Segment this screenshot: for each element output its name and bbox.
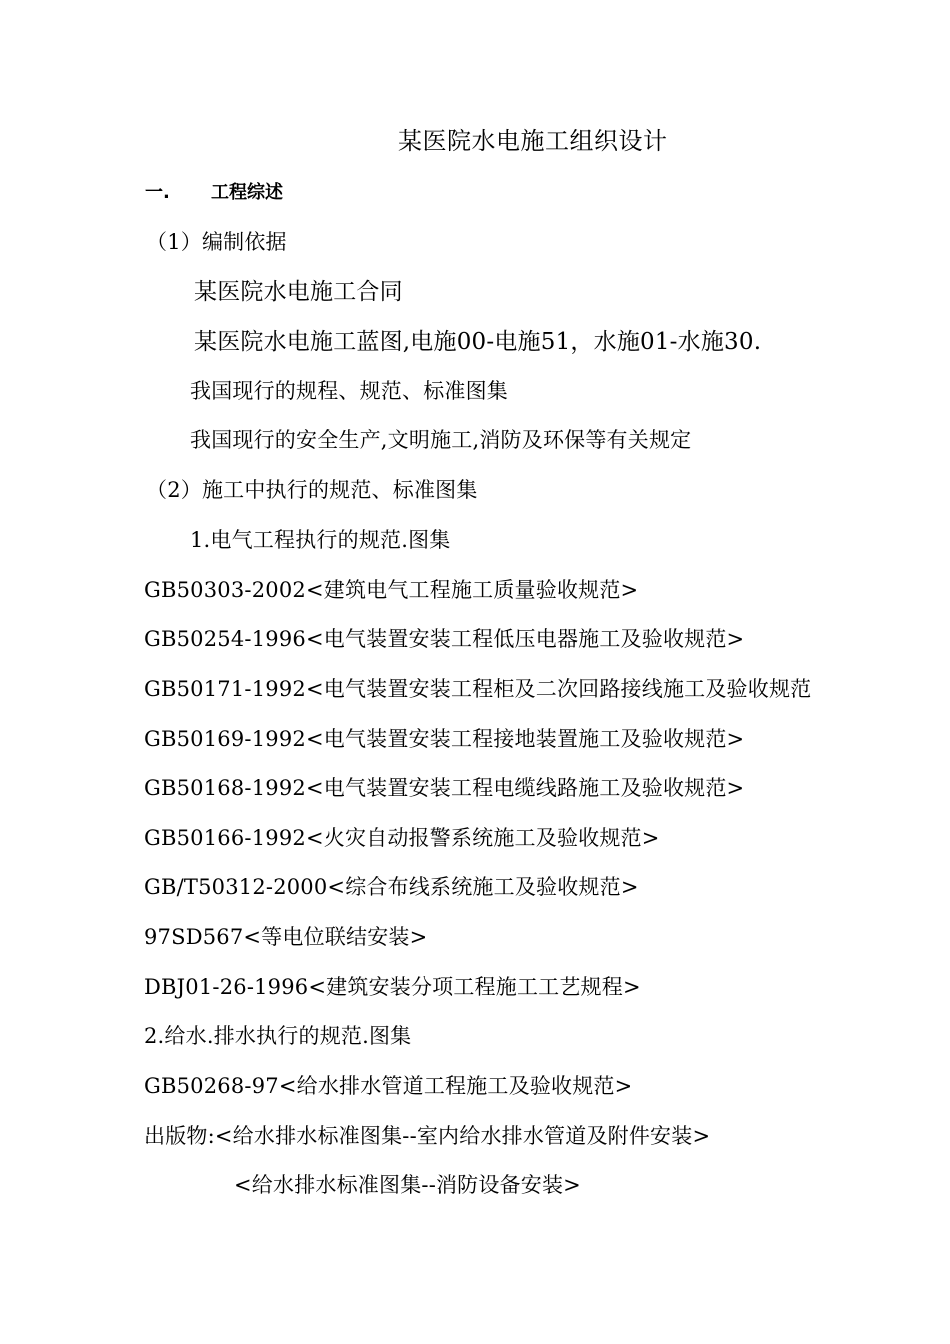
basis-item: 我国现行的安全生产,文明施工,消防及环保等有关规定: [190, 428, 692, 452]
basis-item: 我国现行的规程、规范、标准图集: [190, 379, 508, 403]
standard-item: GB50171-1992<电气装置安装工程柜及二次回路接线施工及验收规范: [144, 677, 812, 701]
standard-item: GB/T50312-2000<综合布线系统施工及验收规范>: [144, 875, 639, 899]
part2-heading: （2）施工中执行的规范、标准图集: [146, 478, 478, 502]
standard-item: DBJ01-26-1996<建筑安装分项工程施工工艺规程>: [144, 975, 641, 999]
standard-item: GB50166-1992<火灾自动报警系统施工及验收规范>: [144, 826, 660, 850]
standard-item: GB50268-97<给水排水管道工程施工及验收规范>: [144, 1074, 633, 1098]
section-title: 工程综述: [211, 182, 283, 203]
part1-heading: （1）编制依据: [146, 230, 287, 254]
section-number: 一.: [145, 182, 170, 203]
standard-item: <给水排水标准图集--消防设备安装>: [234, 1173, 581, 1197]
standard-item: 97SD567<等电位联结安装>: [144, 925, 428, 949]
standard-item: GB50254-1996<电气装置安装工程低压电器施工及验收规范>: [144, 627, 745, 651]
standard-item: GB50169-1992<电气装置安装工程接地装置施工及验收规范>: [144, 727, 745, 751]
document-title: 某医院水电施工组织设计: [398, 127, 668, 155]
standard-item: GB50303-2002<建筑电气工程施工质量验收规范>: [144, 578, 639, 602]
plumbing-heading: 2.给水.排水执行的规范.图集: [144, 1024, 412, 1048]
standard-item: 出版物:<给水排水标准图集--室内给水排水管道及附件安装>: [144, 1124, 711, 1148]
electrical-heading: 1.电气工程执行的规范.图集: [190, 528, 451, 552]
basis-item: 某医院水电施工蓝图,电施00-电施51，水施01-水施30.: [194, 329, 762, 355]
basis-item: 某医院水电施工合同: [194, 279, 403, 305]
standard-item: GB50168-1992<电气装置安装工程电缆线路施工及验收规范>: [144, 776, 745, 800]
section-heading: [145, 180, 283, 206]
